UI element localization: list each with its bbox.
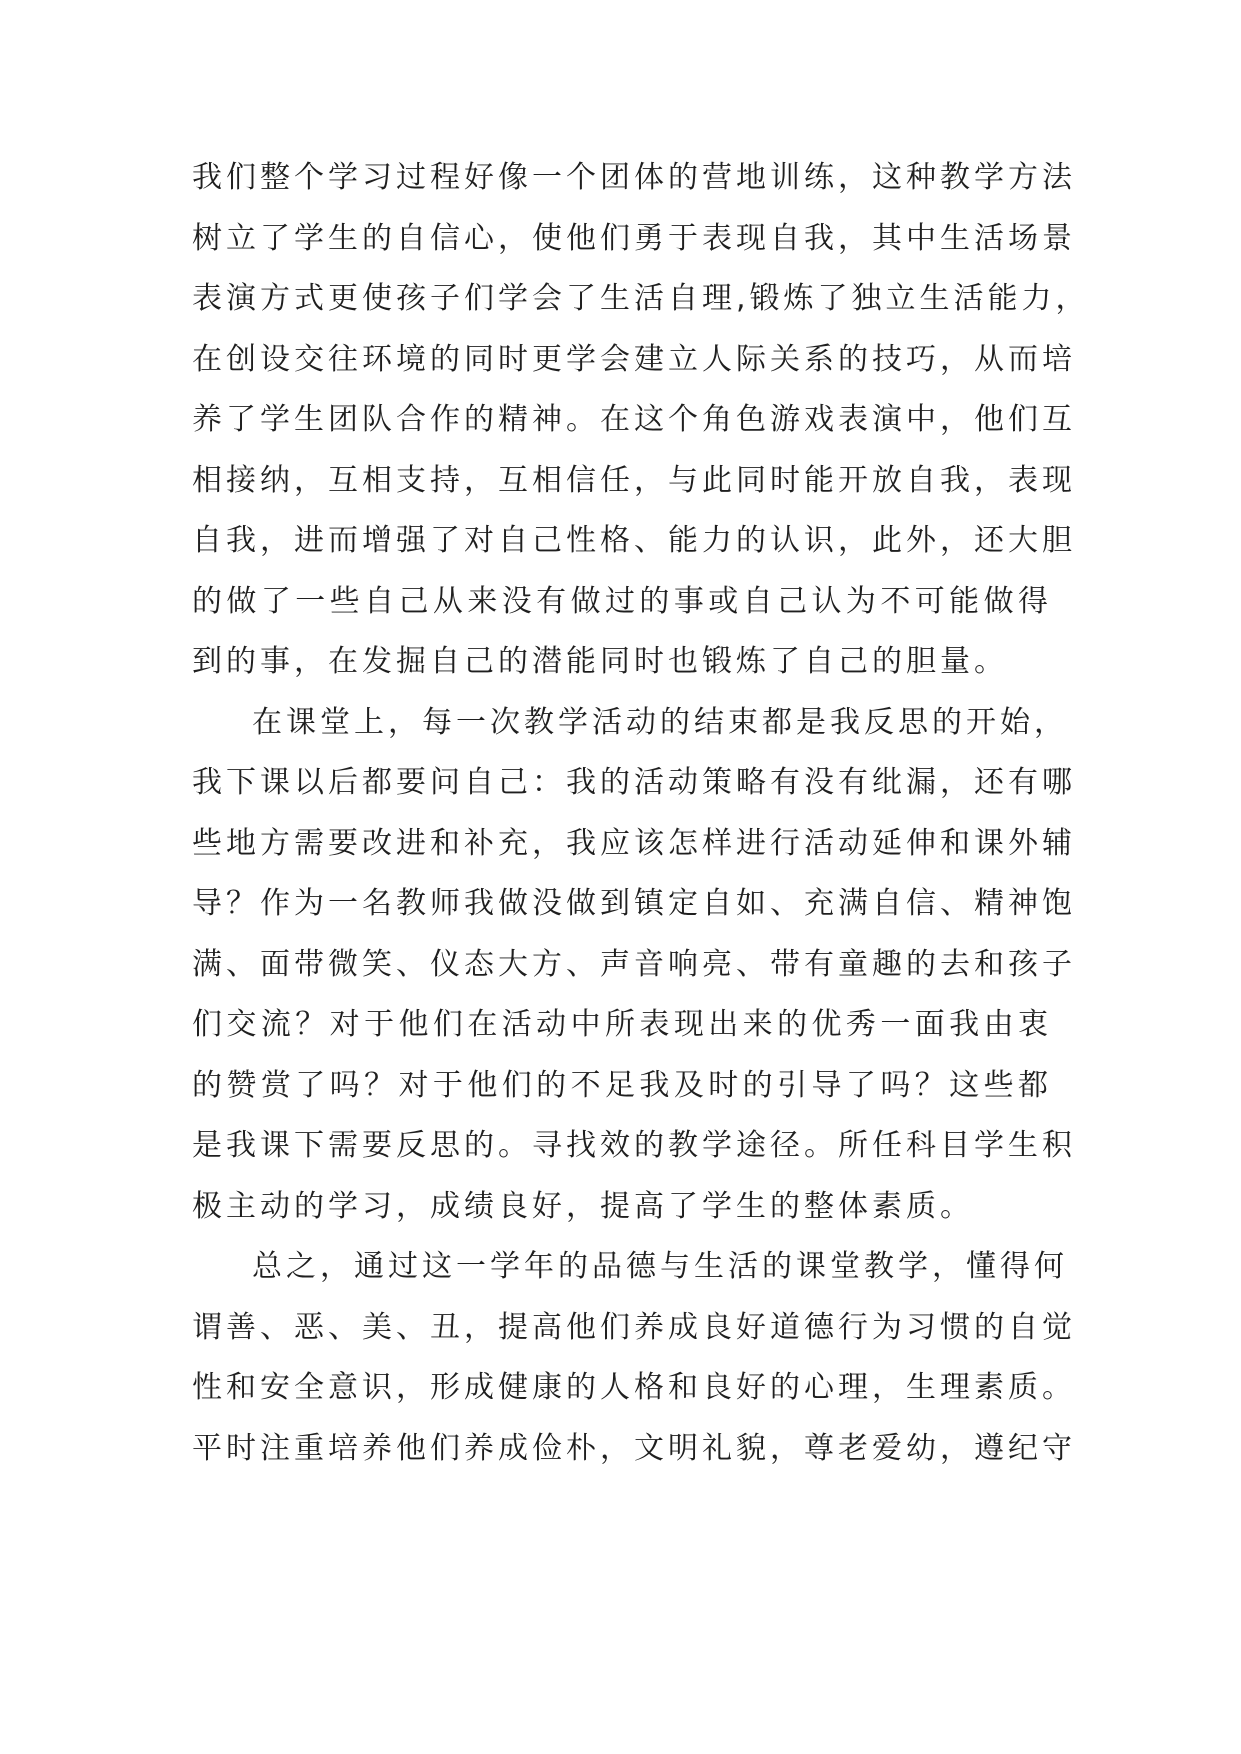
text-line: 极主动的学习，成绩良好，提高了学生的整体素质。 bbox=[192, 1189, 974, 1224]
text-line: 的做了一些自己从来没有做过的事或自己认为不可能做得 bbox=[192, 584, 1052, 619]
text-line: 在创设交往环境的同时更学会建立人际关系的技巧，从而培 bbox=[192, 342, 1076, 377]
text-line: 相接纳，互相支持，互相信任，与此同时能开放自我，表现 bbox=[192, 463, 1076, 498]
text-line: 是我课下需要反思的。寻找效的教学途径。所任科目学生积 bbox=[192, 1128, 1076, 1163]
text-line: 的赞赏了吗？对于他们的不足我及时的引导了吗？这些都 bbox=[192, 1068, 1052, 1103]
text-line: 总之，通过这一学年的品德与生活的课堂教学，懂得何 bbox=[252, 1249, 1068, 1284]
text-line: 性和安全意识，形成健康的人格和良好的心理，生理素质。 bbox=[192, 1370, 1076, 1405]
text-line: 自我，进而增强了对自己性格、能力的认识，此外，还大胆 bbox=[192, 523, 1076, 558]
text-line: 养了学生团队合作的精神。在这个角色游戏表演中，他们互 bbox=[192, 402, 1076, 437]
text-line: 满、面带微笑、仪态大方、声音响亮、带有童趣的去和孩子 bbox=[192, 947, 1076, 982]
text-line: 谓善、恶、美、丑，提高他们养成良好道德行为习惯的自觉 bbox=[192, 1310, 1076, 1345]
text-line: 树立了学生的自信心，使他们勇于表现自我，其中生活场景 bbox=[192, 221, 1076, 256]
text-line: 在课堂上，每一次教学活动的结束都是我反思的开始， bbox=[252, 705, 1068, 740]
text-line: 到的事，在发掘自己的潜能同时也锻炼了自己的胆量。 bbox=[192, 644, 1008, 679]
text-line: 我们整个学习过程好像一个团体的营地训练，这种教学方法 bbox=[192, 160, 1076, 195]
text-line: 平时注重培养他们养成俭朴，文明礼貌，尊老爱幼，遵纪守 bbox=[192, 1431, 1076, 1466]
text-line: 些地方需要改进和补充，我应该怎样进行活动延伸和课外辅 bbox=[192, 826, 1076, 861]
text-line: 导？作为一名教师我做没做到镇定自如、充满自信、精神饱 bbox=[192, 886, 1076, 921]
text-line: 们交流？对于他们在活动中所表现出来的优秀一面我由衷 bbox=[192, 1007, 1052, 1042]
text-line: 表演方式更使孩子们学会了生活自理,锻炼了独立生活能力， bbox=[192, 281, 1090, 316]
text-line: 我下课以后都要问自己：我的活动策略有没有纰漏，还有哪 bbox=[192, 765, 1076, 800]
